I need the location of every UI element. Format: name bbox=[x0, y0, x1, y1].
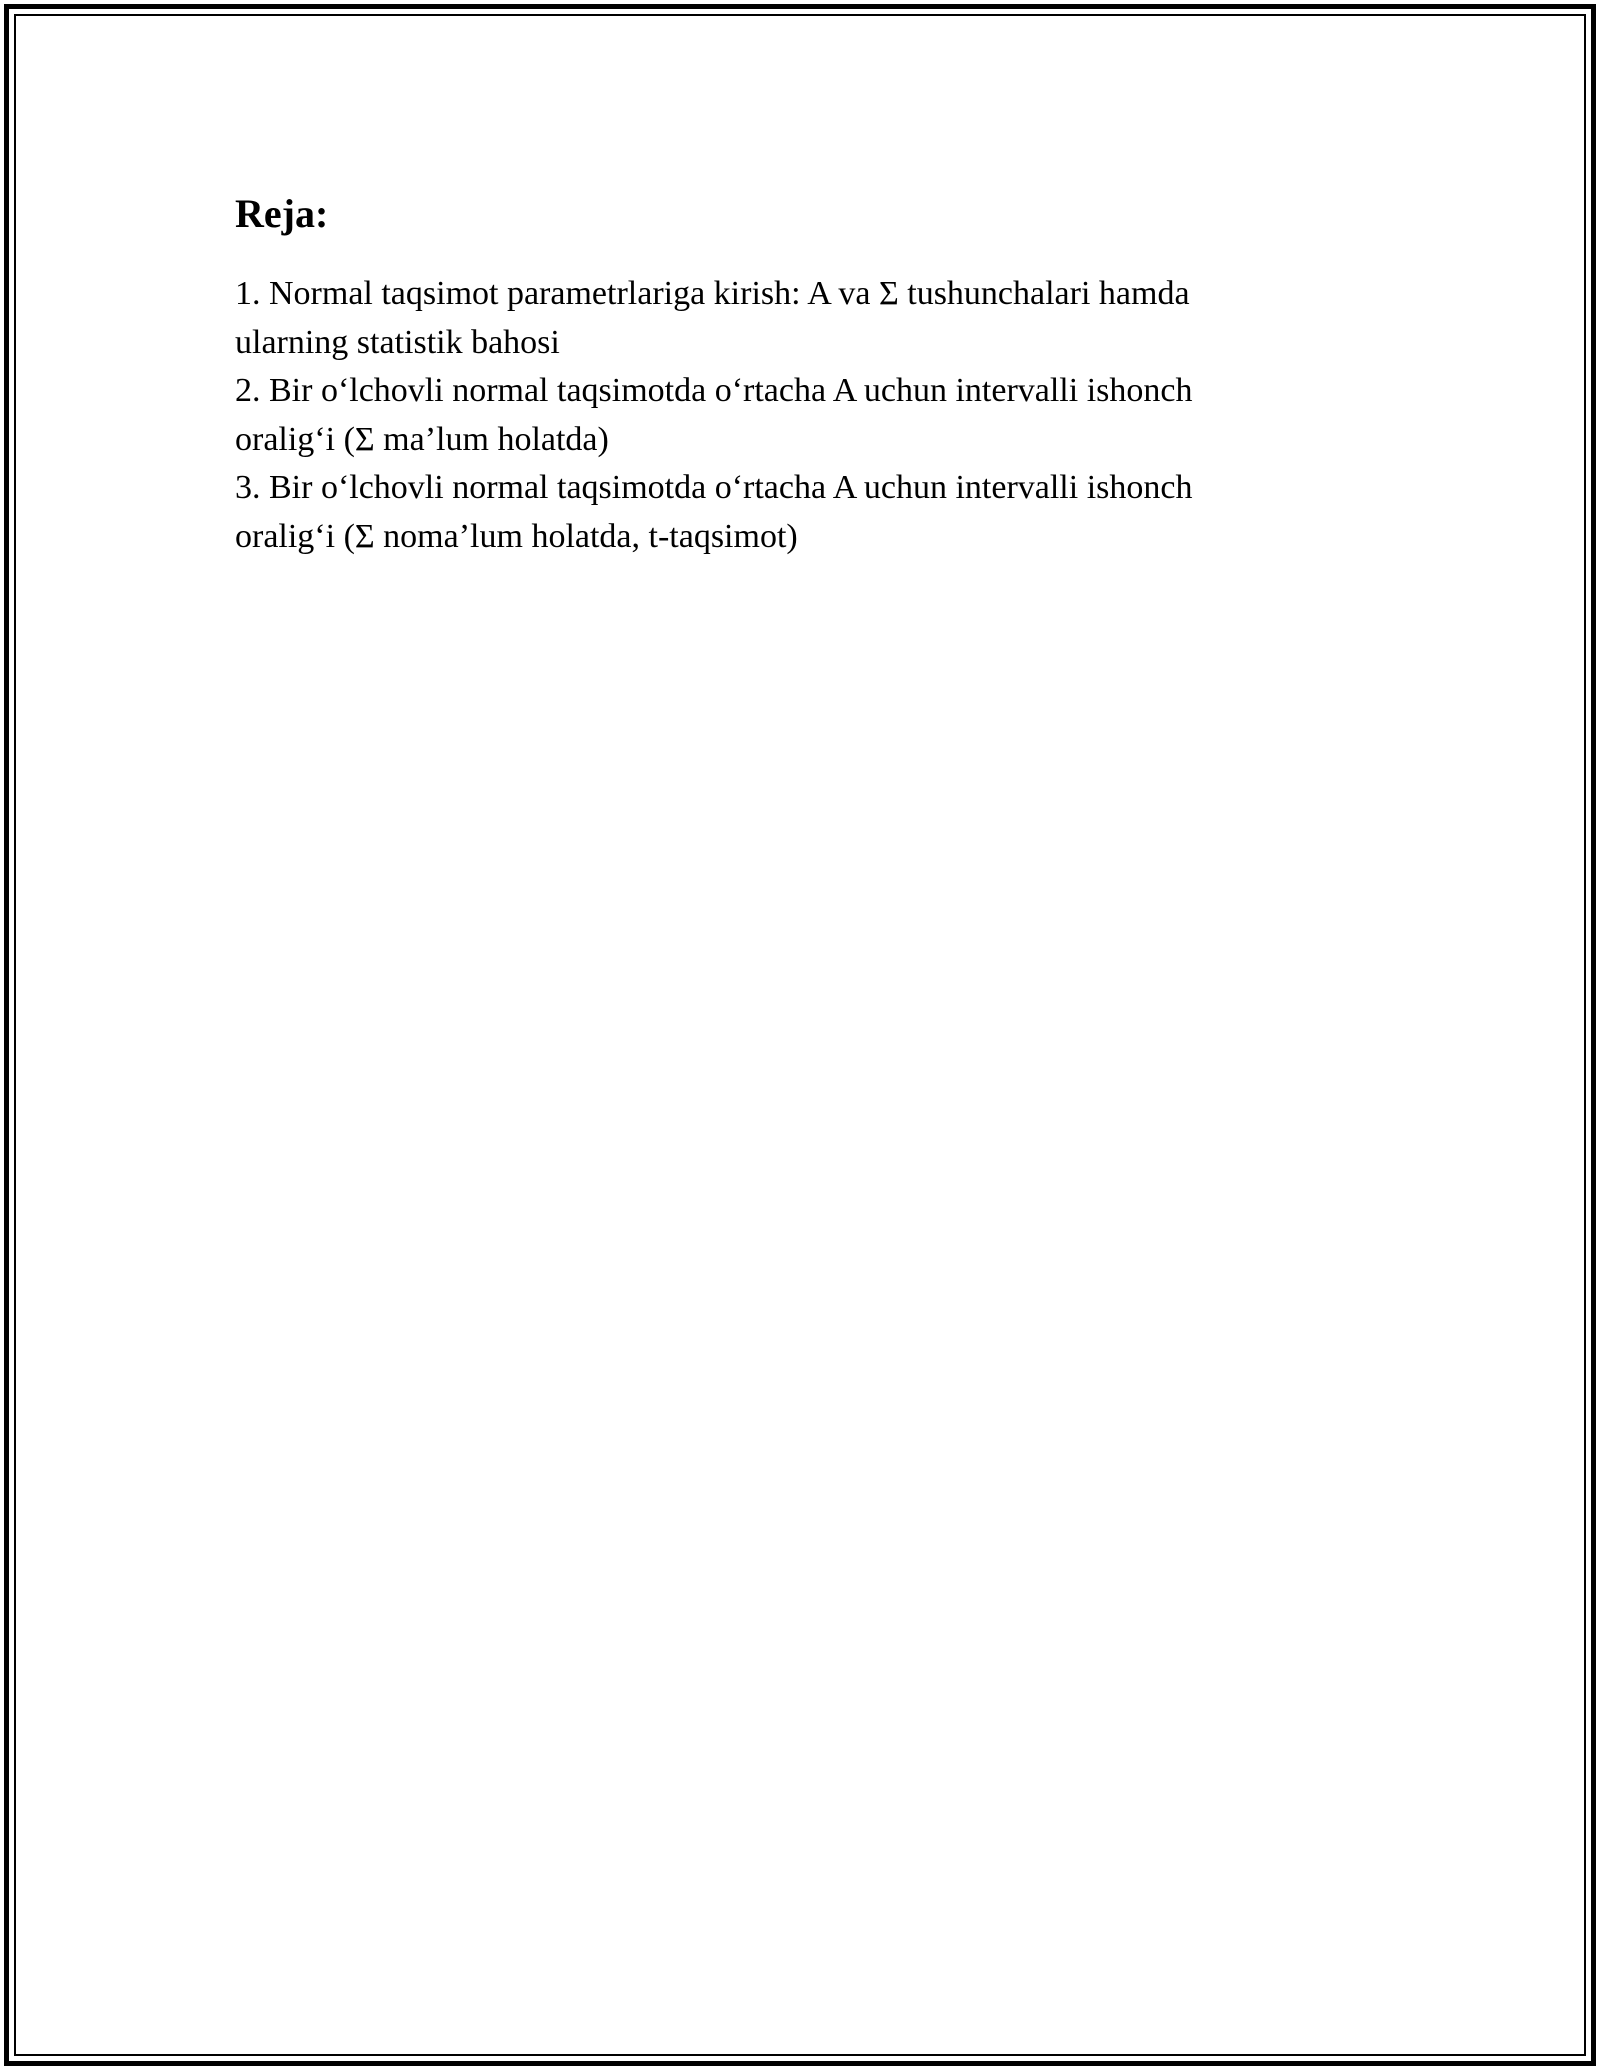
plan-item-1: 1. Normal taqsimot parametrlariga kirish: A va Σ tushunchalari hamda ularning statistik bahosi bbox=[235, 275, 1190, 361]
plan-item-2: 2. Bir o‘lchovli normal taqsimotda o‘rtacha A uchun intervalli ishonch oralig‘i (Σ ma’lum holatda) bbox=[235, 372, 1193, 458]
plan-list bbox=[235, 270, 1295, 561]
plan-item-3: 3. Bir o‘lchovli normal taqsimotda o‘rtacha A uchun intervalli ishonch oralig‘i (Σ noma’lum holatda, t-taqsimot) bbox=[235, 469, 1193, 555]
page-content bbox=[235, 186, 1355, 561]
plan-heading: Reja: bbox=[235, 191, 329, 236]
